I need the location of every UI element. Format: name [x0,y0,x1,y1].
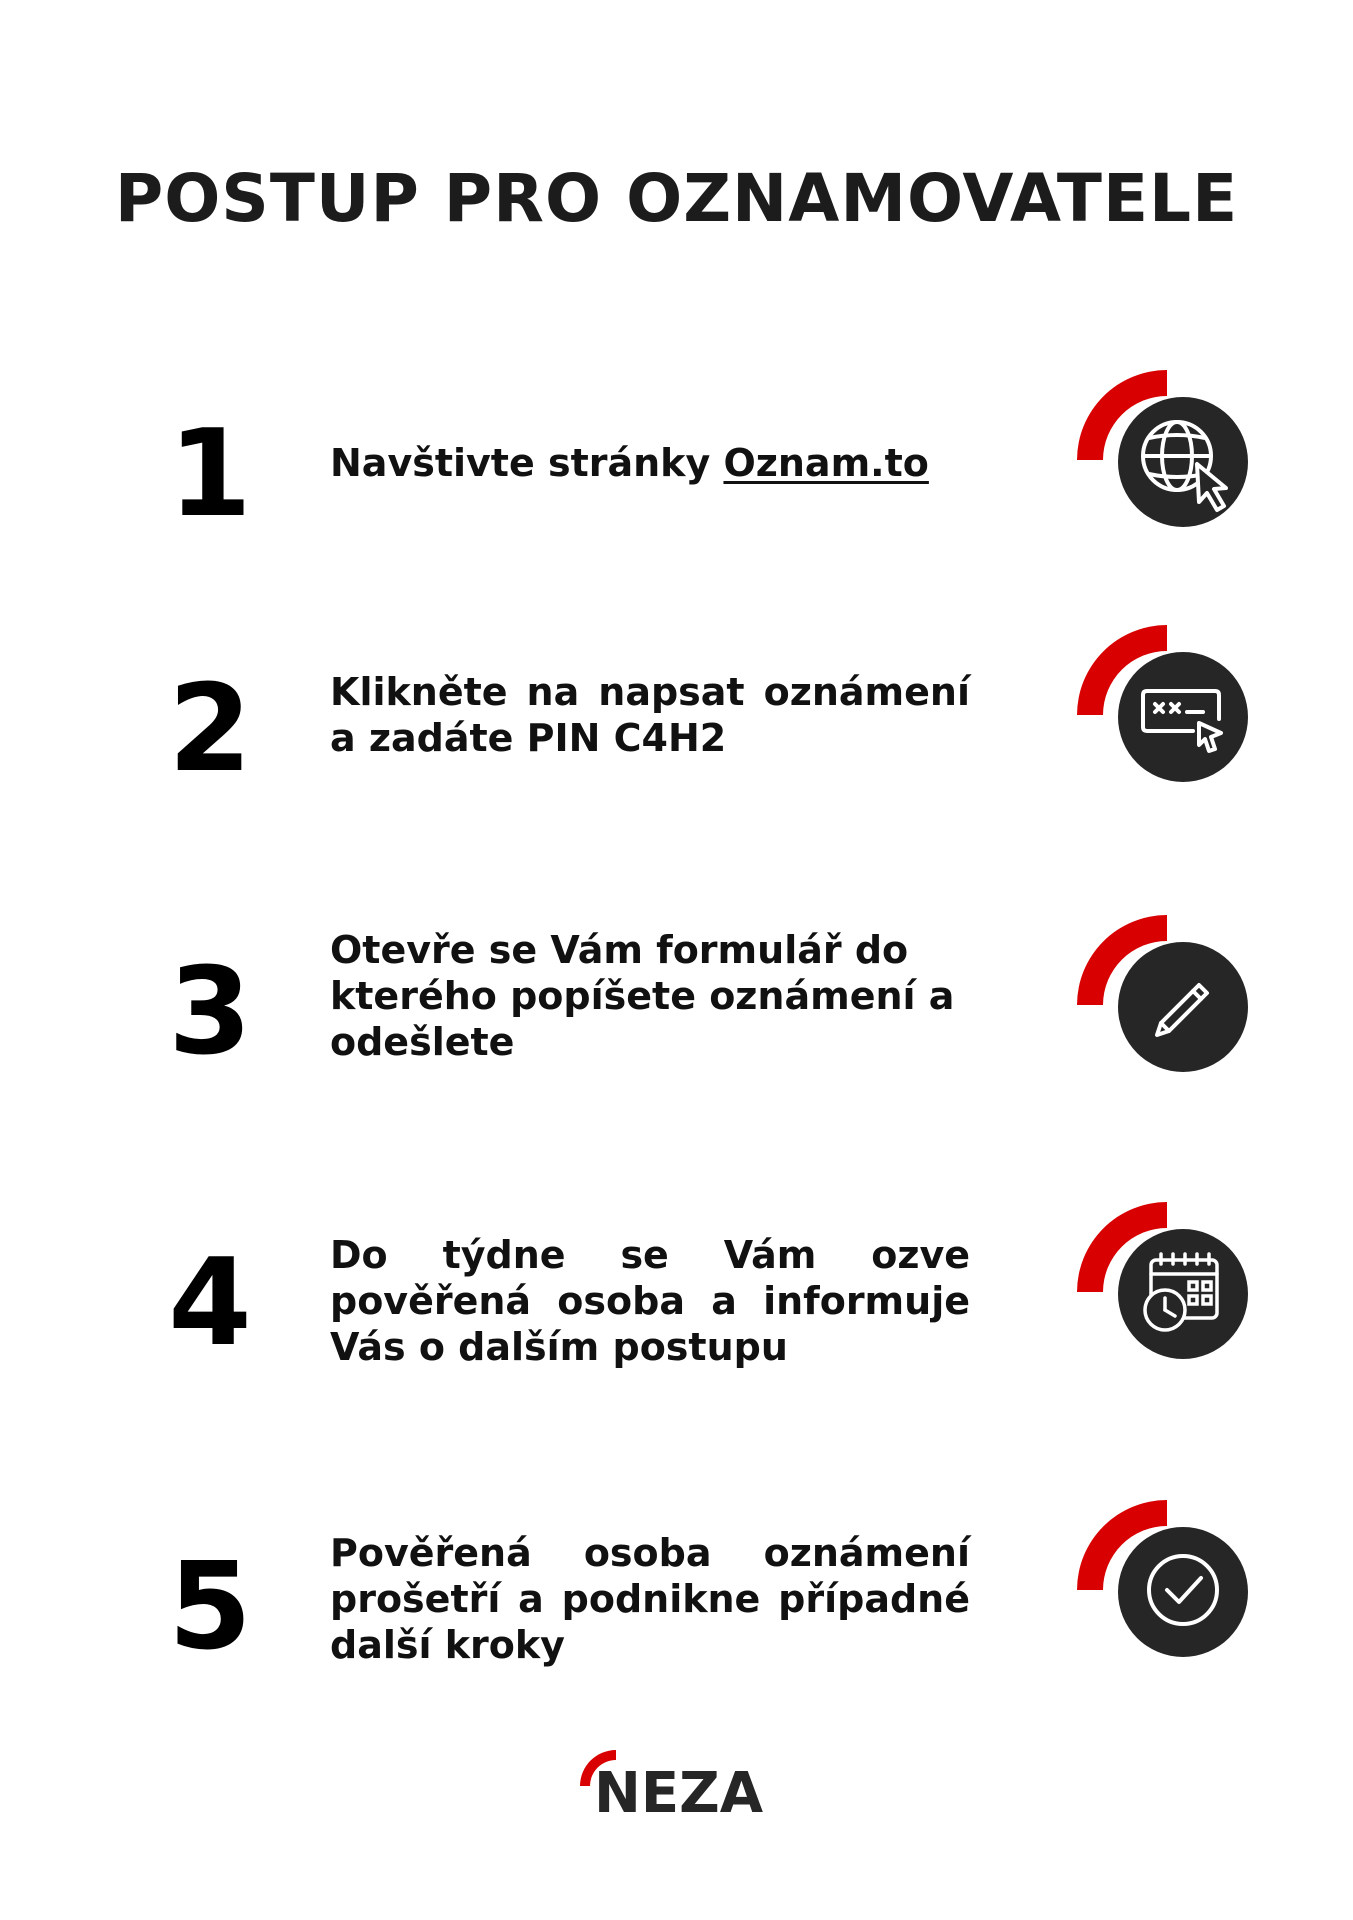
step-text-prefix: Navštivte stránky [330,441,724,485]
step-2 [0,615,1353,835]
step-3 [0,905,1353,1125]
pencil-icon [1065,905,1255,1095]
step-text: Otevře se Vám formulář do kterého popíšete oznámení a odešlete [330,928,955,1064]
step-4 [0,1192,1353,1412]
oznam-link[interactable]: Oznam.to [723,441,929,485]
step-number: 1 [168,405,252,544]
step-5 [0,1490,1353,1710]
step-number: 4 [168,1234,252,1373]
globe-cursor-icon [1065,360,1255,550]
neza-logo [572,1740,782,1840]
pin-entry-icon [1065,615,1255,805]
step-text: Klikněte na napsat oznámení a zadáte PIN C4H2 [330,670,970,760]
logo-text: NEZA [594,1761,764,1826]
calendar-clock-icon [1065,1192,1255,1382]
step-text: Do týdne se Vám ozve pověřená osoba a informuje Vás o dalším postupu [330,1233,970,1369]
step-text: Pověřená osoba oznámení prošetří a podnikne případné další kroky [330,1531,970,1667]
step-number: 3 [168,943,252,1082]
step-number: 5 [168,1538,252,1677]
step-number: 2 [168,660,252,799]
page-title: POSTUP PRO OZNAMOVATELE [114,160,1239,237]
checkmark-icon [1065,1490,1255,1680]
step-1 [0,360,1353,580]
step-text [330,440,970,486]
